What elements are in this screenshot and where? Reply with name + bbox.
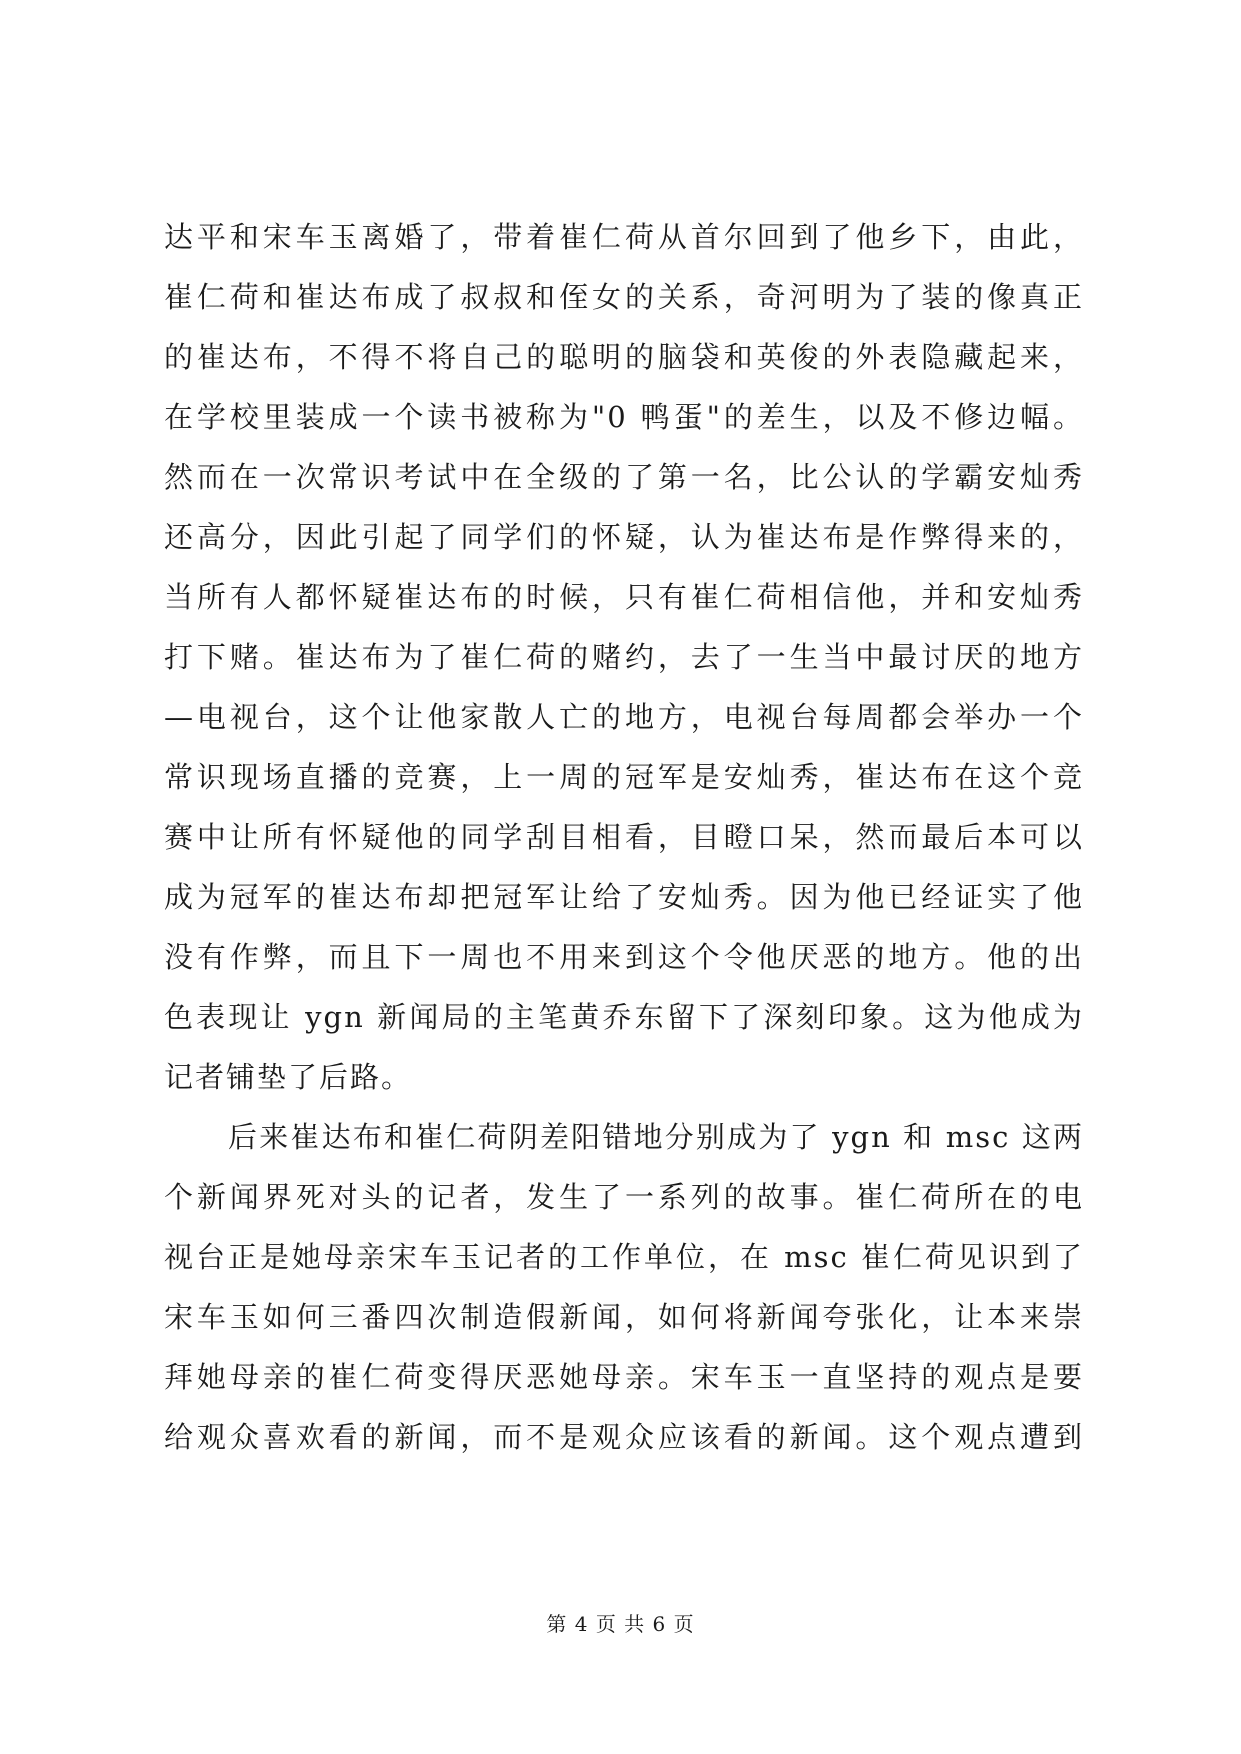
- text-line: 个新闻界死对头的记者，发生了一系列的故事。崔仁荷所在的电: [164, 1180, 1084, 1214]
- text-line: 成为冠军的崔达布却把冠军让给了安灿秀。因为他已经证实了他: [164, 880, 1084, 914]
- text-line: 还高分，因此引起了同学们的怀疑，认为崔达布是作弊得来的，: [164, 520, 1084, 554]
- page-number-footer: 第 4 页 共 6 页: [546, 1612, 695, 1636]
- body-text: [164, 207, 1084, 1467]
- text-line: —电视台，这个让他家散人亡的地方，电视台每周都会举办一个: [164, 700, 1084, 734]
- text-line: 给观众喜欢看的新闻，而不是观众应该看的新闻。这个观点遭到: [164, 1420, 1084, 1454]
- text-line: 视台正是她母亲宋车玉记者的工作单位，在 msc 崔仁荷见识到了: [164, 1240, 1084, 1274]
- text-line: 色表现让 ygn 新闻局的主笔黄乔东留下了深刻印象。这为他成为: [164, 1000, 1084, 1034]
- text-line: 常识现场直播的竞赛，上一周的冠军是安灿秀，崔达布在这个竞: [164, 760, 1084, 794]
- text-line: 拜她母亲的崔仁荷变得厌恶她母亲。宋车玉一直坚持的观点是要: [164, 1360, 1084, 1394]
- text-line: 没有作弊，而且下一周也不用来到这个令他厌恶的地方。他的出: [164, 940, 1084, 974]
- text-line: 达平和宋车玉离婚了，带着崔仁荷从首尔回到了他乡下，由此，: [164, 220, 1084, 254]
- text-line: 崔仁荷和崔达布成了叔叔和侄女的关系，奇河明为了装的像真正: [164, 280, 1084, 314]
- text-line: 赛中让所有怀疑他的同学刮目相看，目瞪口呆，然而最后本可以: [164, 820, 1084, 854]
- text-line: 后来崔达布和崔仁荷阴差阳错地分别成为了 ygn 和 msc 这两: [228, 1120, 1084, 1154]
- text-line: 当所有人都怀疑崔达布的时候，只有崔仁荷相信他，并和安灿秀: [164, 580, 1084, 614]
- text-line: 宋车玉如何三番四次制造假新闻，如何将新闻夸张化，让本来崇: [164, 1300, 1084, 1334]
- text-line: 然而在一次常识考试中在全级的了第一名，比公认的学霸安灿秀: [164, 460, 1084, 494]
- text-line: 在学校里装成一个读书被称为"0 鸭蛋"的差生，以及不修边幅。: [164, 400, 1084, 434]
- text-line: 记者铺垫了后路。: [164, 1060, 413, 1094]
- text-line: 的崔达布，不得不将自己的聪明的脑袋和英俊的外表隐藏起来，: [164, 340, 1084, 374]
- paragraph-1: [164, 207, 1084, 1107]
- text-line: 打下赌。崔达布为了崔仁荷的赌约，去了一生当中最讨厌的地方: [164, 640, 1084, 674]
- paragraph-2: [164, 1107, 1084, 1467]
